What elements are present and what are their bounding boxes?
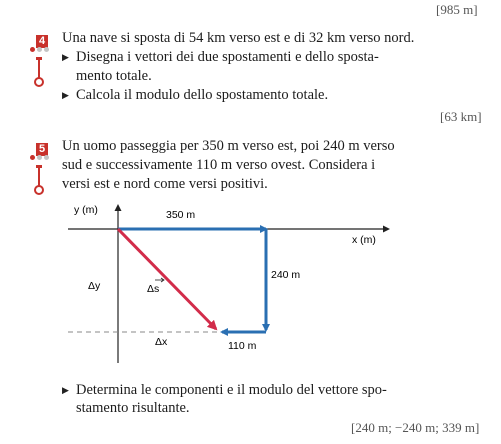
dx-label: Δx [155,336,168,348]
problem-4-task1-line2: mento totale. [76,68,152,84]
south-label: 240 m [271,269,301,281]
tool-icon [32,164,46,196]
problem-5-line3: versi est e nord come versi positivi. [62,176,268,192]
vector-diagram [60,200,420,370]
y-axis-label: y (m) [74,204,98,216]
problem-number: 4 [36,35,48,48]
problem-5-line2: sud e successivamente 110 m verso ovest. Considera i [62,157,376,173]
x-axis-label: x (m) [352,234,376,246]
answer-prev: [985 m] [436,2,478,17]
bullet-icon: ▶ [62,52,69,62]
problem-5-task-line1: Determina le componenti e il modulo del vettore spo- [76,382,387,398]
problem-4-statement: Una nave si sposta di 54 km verso est e di 32 km verso nord. [62,30,415,46]
dy-label: Δy [88,280,101,292]
difficulty-dots [30,155,49,160]
problem-4-task2: Calcola il modulo dello spostamento totale. [76,87,329,103]
bullet-icon: ▶ [62,385,69,395]
problem-4-task1-line1: Disegna i vettori dei due spostamenti e dello sposta- [76,49,379,65]
problem-5-answer: [240 m; −240 m; 339 m] [351,420,480,435]
difficulty-dots [30,47,49,52]
ds-label: Δs [147,283,160,295]
bullet-icon: ▶ [62,90,69,100]
tool-icon [32,56,46,88]
east-label: 350 m [166,209,196,221]
problem-5-line1: Un uomo passeggia per 350 m verso est, poi 240 m verso [62,138,395,154]
west-label: 110 m [228,340,257,352]
vector-resultant [118,229,216,329]
problem-5-task-line2: stamento risultante. [76,400,190,416]
problem-number: 5 [36,143,48,156]
problem-4-answer: [63 km] [440,109,482,124]
